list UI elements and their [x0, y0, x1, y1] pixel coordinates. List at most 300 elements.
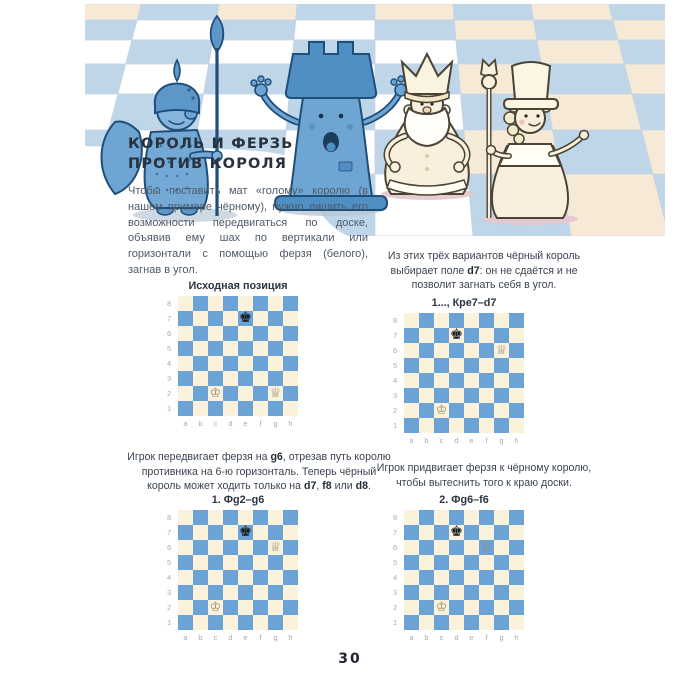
board-square-h1 [509, 418, 524, 433]
board-square-g7 [268, 525, 283, 540]
rank-label: 3 [167, 374, 172, 383]
board-square-e4 [238, 570, 253, 585]
file-label: g [499, 633, 504, 642]
board-square-d7 [223, 525, 238, 540]
board-square-d8 [449, 313, 464, 328]
board-square-f8 [253, 296, 268, 311]
board-square-f6 [479, 540, 494, 555]
floor-tile [531, 4, 613, 20]
rank-label: 1 [393, 421, 398, 430]
board-square-a7 [178, 525, 193, 540]
board-square-g6 [494, 540, 509, 555]
board-square-b8 [193, 296, 208, 311]
board-square-a6 [178, 540, 193, 555]
board-square-a2 [178, 600, 193, 615]
board-square-c8 [434, 510, 449, 525]
board-square-a1 [404, 418, 419, 433]
board-square-g1 [268, 615, 283, 630]
board-square-b6 [419, 343, 434, 358]
board-square-b2 [419, 600, 434, 615]
board-square-b7 [193, 525, 208, 540]
floor-tile [456, 40, 541, 64]
board-square-f3 [479, 585, 494, 600]
board-square-b5 [419, 555, 434, 570]
board-square-h7 [283, 311, 298, 326]
floor-tile [296, 4, 375, 20]
board-square-e6 [464, 343, 479, 358]
rank-label: 7 [167, 314, 172, 323]
board-corner [166, 416, 178, 430]
file-label: f [259, 419, 262, 428]
board-square-h6 [283, 540, 298, 555]
board-square-a4 [178, 356, 193, 371]
board-square-f1 [479, 418, 494, 433]
board-square-e6 [464, 540, 479, 555]
board-square-a4 [404, 373, 419, 388]
rank-label: 6 [393, 543, 398, 552]
board-square-c2 [208, 600, 223, 615]
board-square-b6 [193, 326, 208, 341]
board-square-g4 [494, 570, 509, 585]
floor-tile [85, 40, 132, 64]
board-square-d7 [223, 311, 238, 326]
board-square-f1 [253, 615, 268, 630]
board-square-e8 [464, 313, 479, 328]
file-label: d [228, 633, 233, 642]
intro-paragraph: Чтобы поставить мат «голому» королю (в нашем примере чёрному), нужно лишить его возможности передвигаться по доске, объявив ему шах по вертикали или горизонтали с помощью ферзя (белого), загнав в угол. [128, 185, 368, 277]
board-square-a8 [178, 296, 193, 311]
board-square-f7 [479, 525, 494, 540]
board-square-g5 [268, 555, 283, 570]
chess-board [166, 296, 302, 430]
board-square-f8 [479, 313, 494, 328]
board-square-g1 [494, 418, 509, 433]
chess-board [166, 510, 302, 644]
rank-label: 3 [393, 588, 398, 597]
rank-label: 4 [167, 359, 172, 368]
board-square-h3 [283, 371, 298, 386]
board-square-b7 [419, 328, 434, 343]
board-square-a8 [178, 510, 193, 525]
board-square-e4 [464, 373, 479, 388]
floor-tile [541, 64, 632, 94]
board-corner [392, 433, 404, 447]
board-square-c4 [208, 356, 223, 371]
board-square-e1 [464, 418, 479, 433]
diagram-caption: 2. Фg6–f6 [439, 494, 489, 506]
file-label: e [243, 419, 248, 428]
board-square-b3 [193, 585, 208, 600]
board-square-c8 [208, 296, 223, 311]
board-corner [392, 630, 404, 644]
board-square-c3 [208, 585, 223, 600]
rank-label: 4 [167, 573, 172, 582]
variant-explanation-paragraph: Из этих трёх вариантов чёрный король выбирает поле d7: он не сдаётся и не позволит загнать себя в угол. [387, 250, 581, 292]
file-label: e [469, 436, 474, 445]
board-square-g6 [268, 326, 283, 341]
white-king: ♔ [209, 600, 222, 615]
board-square-d2 [223, 600, 238, 615]
board-square-d2 [449, 403, 464, 418]
board-square-c5 [434, 358, 449, 373]
board-square-c8 [208, 510, 223, 525]
board-square-f4 [479, 570, 494, 585]
board-square-d5 [449, 555, 464, 570]
board-square-e1 [464, 615, 479, 630]
board-square-b4 [193, 356, 208, 371]
board-square-d6 [223, 540, 238, 555]
board-square-h1 [283, 401, 298, 416]
rank-label: 3 [167, 588, 172, 597]
board-square-d8 [449, 510, 464, 525]
board-square-e5 [464, 555, 479, 570]
floor-tile [132, 20, 217, 40]
white-king: ♔ [209, 386, 222, 401]
floor-tile [618, 40, 665, 64]
board-square-h4 [283, 570, 298, 585]
chess-diagram-ke7-d7 [392, 297, 528, 447]
board-square-e6 [238, 326, 253, 341]
board-square-c5 [434, 555, 449, 570]
rank-label: 5 [167, 344, 172, 353]
page-title-line1: КОРОЛЬ И ФЕРЗЬ [128, 136, 294, 152]
board-square-d3 [223, 585, 238, 600]
board-square-f6 [253, 326, 268, 341]
board-square-d7 [449, 525, 464, 540]
board-square-e4 [238, 356, 253, 371]
board-square-g2 [268, 600, 283, 615]
floor-tile [375, 4, 454, 20]
file-label: c [439, 436, 444, 445]
board-square-g2 [494, 403, 509, 418]
board-square-g4 [268, 570, 283, 585]
floor-tile [537, 40, 624, 64]
board-square-h5 [509, 358, 524, 373]
white-queen: ♕ [269, 386, 282, 401]
board-square-c1 [434, 418, 449, 433]
move1-explanation-paragraph: Игрок передвигает ферзя на g6, отрезав путь королю противника на 6-ю горизонталь. Теперь чёрный король может ходить только на d7, f8 или d8. [127, 451, 391, 493]
board-square-e3 [464, 585, 479, 600]
file-label: b [424, 633, 429, 642]
board-square-b1 [419, 615, 434, 630]
board-square-d3 [449, 388, 464, 403]
file-label: f [485, 633, 488, 642]
board-square-a3 [178, 371, 193, 386]
board-square-b1 [193, 615, 208, 630]
board-square-b3 [193, 371, 208, 386]
rank-label: 3 [393, 391, 398, 400]
file-label: a [409, 633, 414, 642]
board-square-b5 [193, 341, 208, 356]
board-square-h7 [509, 328, 524, 343]
board-square-b1 [193, 401, 208, 416]
board-square-h8 [509, 510, 524, 525]
floor-tile [375, 20, 456, 40]
board-square-f8 [253, 510, 268, 525]
floor-tile [375, 40, 458, 64]
board-square-f3 [253, 371, 268, 386]
rank-label: 6 [167, 543, 172, 552]
board-square-h3 [509, 388, 524, 403]
board-square-a6 [404, 540, 419, 555]
board-square-f6 [253, 540, 268, 555]
rank-label: 4 [393, 573, 398, 582]
board-square-c2 [434, 403, 449, 418]
floor-tile [609, 4, 665, 20]
move2-explanation-paragraph: Игрок придвигает ферзя к чёрному королю, чтобы вытеснить того к краю доски. [376, 462, 592, 489]
floor-tile [85, 4, 141, 20]
board-square-d4 [449, 570, 464, 585]
chess-diagram-qg6-f6 [392, 494, 528, 644]
board-square-d8 [223, 510, 238, 525]
board-square-c4 [434, 570, 449, 585]
file-label: g [273, 419, 278, 428]
board-square-e7 [238, 525, 253, 540]
board-square-c5 [208, 555, 223, 570]
board-square-f5 [479, 555, 494, 570]
board-square-c1 [208, 615, 223, 630]
file-label: h [288, 419, 293, 428]
board-square-a5 [404, 555, 419, 570]
rank-label: 8 [393, 513, 398, 522]
file-label: e [243, 633, 248, 642]
board-square-a6 [178, 326, 193, 341]
board-square-a5 [178, 341, 193, 356]
board-square-f7 [479, 328, 494, 343]
board-square-a5 [178, 555, 193, 570]
board-square-h6 [509, 540, 524, 555]
file-label: h [514, 436, 519, 445]
board-square-a7 [178, 311, 193, 326]
board-square-a2 [178, 386, 193, 401]
rank-label: 2 [167, 389, 172, 398]
board-square-c4 [434, 373, 449, 388]
file-label: f [485, 436, 488, 445]
board-square-g7 [494, 525, 509, 540]
board-square-b5 [419, 358, 434, 373]
board-square-e8 [464, 510, 479, 525]
board-square-h2 [283, 600, 298, 615]
board-square-d1 [449, 418, 464, 433]
chess-diagram-initial-position [166, 280, 302, 430]
page-title-line2: ПРОТИВ КОРОЛЯ [128, 155, 288, 172]
board-square-e1 [238, 615, 253, 630]
board-square-c7 [434, 328, 449, 343]
board-square-e7 [464, 328, 479, 343]
board-square-e5 [464, 358, 479, 373]
board-square-c3 [208, 371, 223, 386]
board-square-h4 [283, 356, 298, 371]
board-square-d6 [223, 326, 238, 341]
board-square-e2 [238, 386, 253, 401]
file-label: e [469, 633, 474, 642]
board-square-d3 [223, 371, 238, 386]
board-square-f4 [253, 570, 268, 585]
board-square-e5 [238, 555, 253, 570]
board-square-h7 [283, 525, 298, 540]
board-square-g3 [494, 388, 509, 403]
board-square-a7 [404, 525, 419, 540]
rank-label: 7 [393, 331, 398, 340]
board-square-e3 [238, 585, 253, 600]
rank-label: 6 [393, 346, 398, 355]
board-square-c6 [208, 326, 223, 341]
board-square-b4 [193, 570, 208, 585]
rank-label: 5 [393, 361, 398, 370]
board-square-d4 [223, 356, 238, 371]
floor-tile [85, 20, 137, 40]
board-square-c3 [434, 388, 449, 403]
board-square-e8 [238, 296, 253, 311]
board-square-b7 [193, 311, 208, 326]
board-square-g6 [268, 540, 283, 555]
board-square-a8 [404, 510, 419, 525]
board-square-g5 [494, 555, 509, 570]
board-square-g3 [494, 585, 509, 600]
board-square-c6 [434, 540, 449, 555]
board-square-e6 [238, 540, 253, 555]
floor-tile [216, 4, 297, 20]
board-square-a8 [404, 313, 419, 328]
board-square-f5 [479, 358, 494, 373]
board-square-c8 [434, 313, 449, 328]
board-square-h5 [283, 341, 298, 356]
board-square-h7 [509, 525, 524, 540]
board-square-h2 [509, 600, 524, 615]
board-square-b7 [419, 525, 434, 540]
file-label: g [273, 633, 278, 642]
board-square-c6 [208, 540, 223, 555]
board-square-a4 [178, 570, 193, 585]
board-square-b8 [419, 510, 434, 525]
board-square-f4 [479, 373, 494, 388]
board-square-f7 [253, 311, 268, 326]
black-king: ♚ [239, 310, 252, 326]
page-title [128, 135, 378, 174]
board-square-d7 [449, 328, 464, 343]
board-square-h3 [283, 585, 298, 600]
board-square-f2 [479, 403, 494, 418]
board-square-f2 [253, 600, 268, 615]
board-square-g8 [494, 313, 509, 328]
board-square-c1 [434, 615, 449, 630]
white-queen: ♕ [269, 540, 282, 555]
board-square-c2 [208, 386, 223, 401]
board-square-g4 [494, 373, 509, 388]
board-square-g2 [268, 386, 283, 401]
board-square-c3 [434, 585, 449, 600]
floor-tile [454, 20, 537, 40]
board-square-c2 [434, 600, 449, 615]
board-square-h5 [283, 555, 298, 570]
rank-label: 1 [167, 618, 172, 627]
file-label: h [514, 633, 519, 642]
white-queen: ♕ [480, 540, 493, 555]
board-square-d2 [449, 600, 464, 615]
rank-label: 2 [393, 603, 398, 612]
rank-label: 8 [393, 316, 398, 325]
file-label: a [409, 436, 414, 445]
board-square-d5 [449, 358, 464, 373]
board-square-a6 [404, 343, 419, 358]
board-square-f6 [479, 343, 494, 358]
board-square-h6 [283, 326, 298, 341]
board-square-d1 [223, 401, 238, 416]
board-square-a2 [404, 403, 419, 418]
rank-label: 8 [167, 513, 172, 522]
floor-tile [560, 174, 665, 236]
file-label: c [439, 633, 444, 642]
board-square-f1 [479, 615, 494, 630]
board-square-c6 [434, 343, 449, 358]
board-square-b2 [419, 403, 434, 418]
board-corner [166, 630, 178, 644]
board-square-g3 [268, 585, 283, 600]
board-square-f5 [253, 341, 268, 356]
chess-board [392, 510, 528, 644]
board-square-d8 [223, 296, 238, 311]
board-square-e5 [238, 341, 253, 356]
rank-label: 4 [393, 376, 398, 385]
board-square-f8 [479, 510, 494, 525]
file-label: d [454, 633, 459, 642]
file-label: f [259, 633, 262, 642]
board-square-g7 [494, 328, 509, 343]
file-label: b [198, 419, 203, 428]
board-square-f4 [253, 356, 268, 371]
board-square-h8 [283, 296, 298, 311]
chess-diagram-qg2-g6 [166, 494, 302, 644]
diagram-caption: Исходная позиция [188, 280, 288, 292]
board-square-h5 [509, 555, 524, 570]
rank-label: 7 [393, 528, 398, 537]
floor-tile [546, 94, 641, 130]
file-label: a [183, 419, 188, 428]
board-square-b8 [193, 510, 208, 525]
board-square-g6 [494, 343, 509, 358]
board-square-c7 [208, 311, 223, 326]
board-square-b8 [419, 313, 434, 328]
board-square-b4 [419, 373, 434, 388]
board-square-c4 [208, 570, 223, 585]
board-square-c7 [434, 525, 449, 540]
board-square-d4 [223, 570, 238, 585]
rank-label: 2 [167, 603, 172, 612]
board-square-g1 [494, 615, 509, 630]
board-square-e7 [238, 311, 253, 326]
board-square-d2 [223, 386, 238, 401]
board-square-b1 [419, 418, 434, 433]
board-square-d6 [449, 343, 464, 358]
white-king: ♔ [435, 403, 448, 418]
board-square-h4 [509, 570, 524, 585]
rank-label: 8 [167, 299, 172, 308]
board-square-e2 [464, 600, 479, 615]
board-square-a1 [178, 615, 193, 630]
file-label: h [288, 633, 293, 642]
board-square-g3 [268, 371, 283, 386]
board-square-e7 [464, 525, 479, 540]
file-label: a [183, 633, 188, 642]
board-square-b6 [419, 540, 434, 555]
board-square-h8 [509, 313, 524, 328]
board-square-d3 [449, 585, 464, 600]
board-square-f3 [253, 585, 268, 600]
board-square-e3 [238, 371, 253, 386]
board-square-h1 [509, 615, 524, 630]
board-square-e2 [238, 600, 253, 615]
white-king: ♔ [435, 600, 448, 615]
